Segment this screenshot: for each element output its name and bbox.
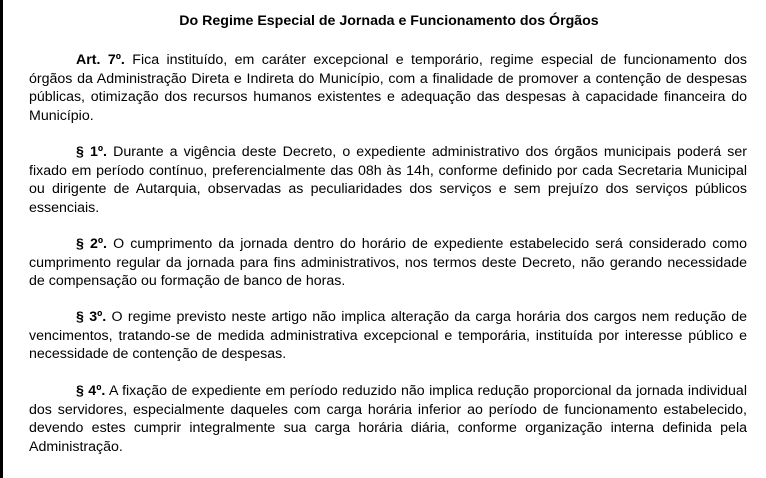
paragraph-label: § 2º. (76, 236, 107, 252)
paragraph-text: O regime previsto neste artigo não implica alteração da carga horária dos cargos nem redução de vencimentos, tratando-se de medida administrativa excepcional e temporária, instituída por interesse público e necessidade de contenção de despesas. (29, 309, 747, 362)
paragraph-1 (29, 143, 747, 217)
paragraph-text: Durante a vigência deste Decreto, o expediente administrativo dos órgãos municipais poderá ser fixado em período contínuo, preferencialmente das 08h às 14h, conforme definido por cada Secretaria Municipal ou dirigente de Autarquia, observadas as peculiaridades dos serviços e sem prejuízo dos serviços públicos essenciais. (29, 144, 747, 216)
paragraph-3 (29, 308, 747, 364)
article-text: Fica instituído, em caráter excepcional e temporário, regime especial de funcionamento dos órgãos da Administração Direta e Indireta do Município, com a finalidade de promover a contenção de despesas públicas, otimização dos recursos humanos existentes e adequação das despesas à capacidade financeira do Município. (29, 52, 747, 124)
article-label: Art. 7º. (76, 52, 125, 68)
paragraph-text: O cumprimento da jornada dentro do horário de expediente estabelecido será considerado como cumprimento regular da jornada para fins administrativos, nos termos deste Decreto, não gerando necessidade de compensação ou formação de banco de horas. (29, 236, 747, 289)
paragraph-label: § 4º. (76, 383, 106, 399)
paragraph-4 (29, 382, 747, 456)
paragraph-text: A fixação de expediente em período reduzido não implica redução proporcional da jornada individual dos servidores, especialmente daqueles com carga horária inferior ao período de funcionamento estabelecido, devendo estes cumprir integralmente sua carga horária diária, conforme organização interna definida pela Administração. (29, 383, 747, 455)
paragraph-label: § 1º. (76, 144, 107, 160)
paragraph-label: § 3º. (76, 309, 107, 325)
paragraph-2 (29, 235, 747, 291)
article-7-paragraph (29, 51, 747, 125)
section-heading: Do Regime Especial de Jornada e Funcionamento dos Órgãos (179, 13, 599, 29)
